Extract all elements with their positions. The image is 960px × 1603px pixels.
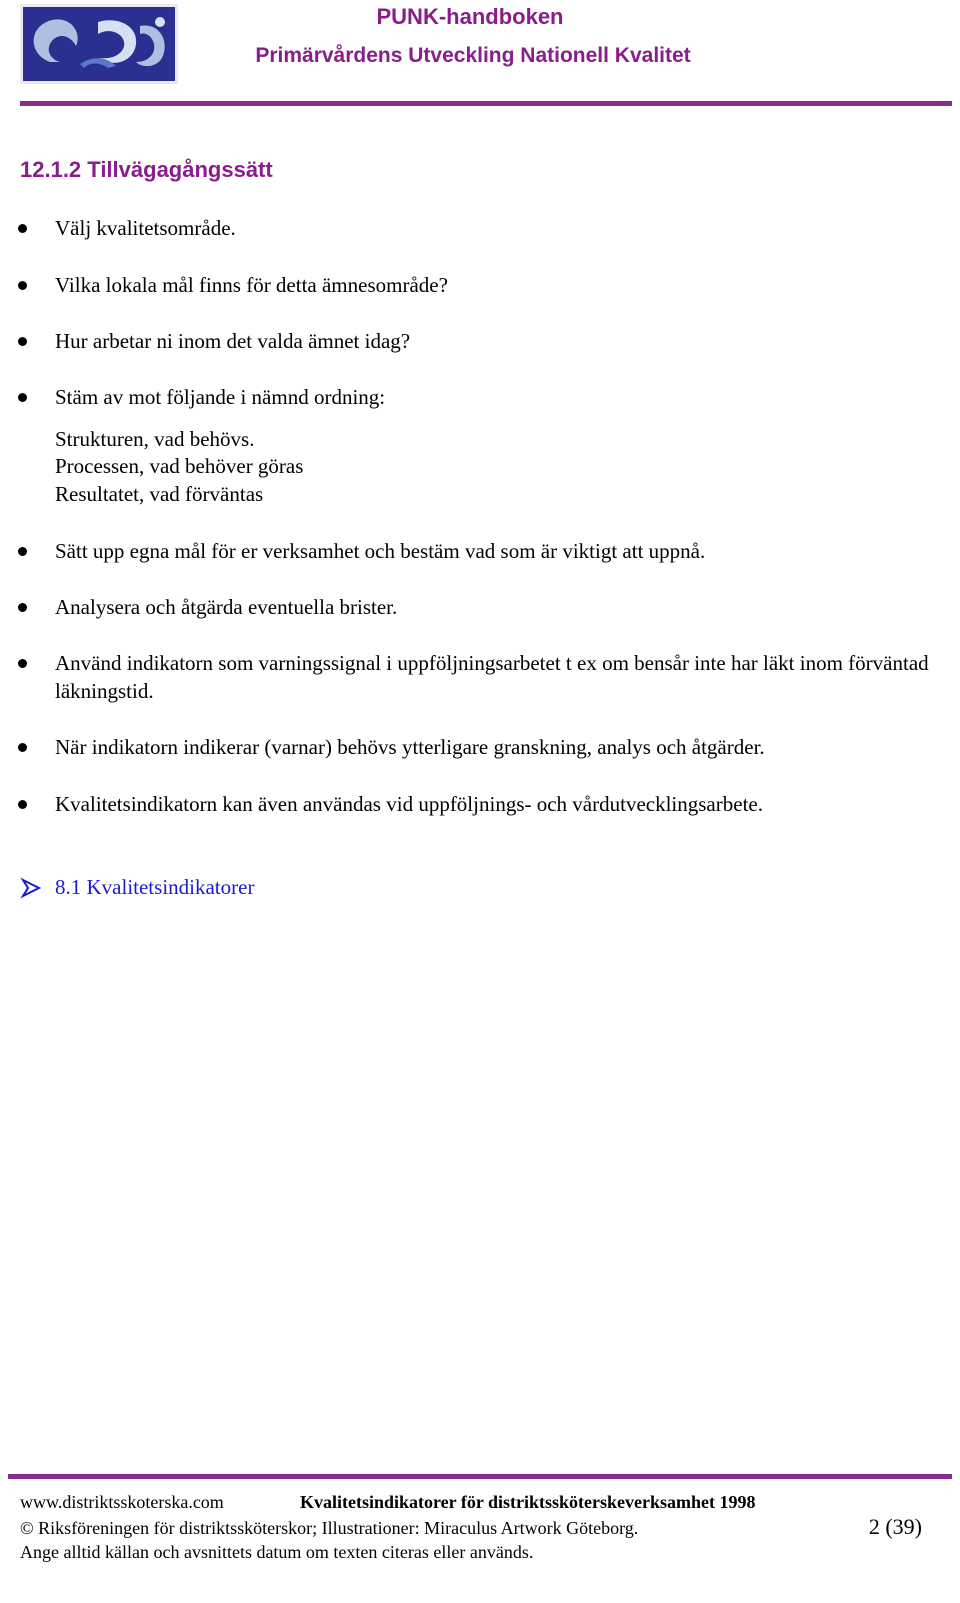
list-item-text: Stäm av mot följande i nämnd ordning: [55, 385, 386, 409]
list-item-text: Sätt upp egna mål för er verksamhet och bestäm vad som är viktigt att uppnå. [55, 539, 706, 563]
section-title: 12.1.2 Tillvägagångssätt [20, 157, 273, 182]
bullet-dot-icon [18, 547, 27, 556]
bullet-dot-icon [18, 659, 27, 668]
bullet-dot-icon [18, 224, 27, 233]
bullet-dot-icon [18, 603, 27, 612]
list-item-text: Välj kvalitetsområde. [55, 216, 236, 240]
footer-document-title: Kvalitetsindikatorer för distriktssköterskeverksamhet 1998 [300, 1492, 756, 1512]
page-number: 2 (39) [868, 1514, 922, 1539]
bullet-dot-icon [18, 281, 27, 290]
bullet-dot-icon [18, 743, 27, 752]
list-item-text: När indikatorn indikerar (varnar) behövs ytterligare granskning, analys och åtgärder. [55, 735, 765, 759]
sub-line-result: Resultatet, vad förväntas [55, 482, 264, 506]
footer-divider [8, 1474, 952, 1479]
header-subtitle: Primärvårdens Utveckling Nationell Kvalitet [255, 44, 691, 67]
list-item-text: Vilka lokala mål finns för detta ämnesområde? [55, 273, 448, 297]
footer-website: www.distriktsskoterska.com [20, 1492, 224, 1512]
list-item-text: Använd indikatorn som varningssignal i uppföljningsarbetet t ex om bensår inte har läkt inom förväntad läkningstid. [55, 651, 929, 703]
link-kvalitetsindikatorer[interactable]: 8.1 Kvalitetsindikatorer [55, 875, 255, 899]
bullet-dot-icon [18, 800, 27, 809]
list-item-text: Kvalitetsindikatorn kan även användas vid uppföljnings- och vårdutvecklingsarbete. [55, 792, 763, 816]
footer-copyright: © Riksföreningen för distriktssköterskor; Illustrationer: Miraculus Artwork Göteborg. [20, 1518, 639, 1538]
bullet-dot-icon [18, 393, 27, 402]
header-title: PUNK-handboken [376, 4, 564, 29]
sub-line-structure: Strukturen, vad behövs. [55, 427, 255, 451]
header-divider [20, 101, 952, 106]
arrow-right-icon [20, 877, 42, 899]
list-item-text: Analysera och åtgärda eventuella brister. [55, 595, 398, 619]
list-item-text: Hur arbetar ni inom det valda ämnet idag? [55, 329, 411, 353]
sub-line-process: Processen, vad behöver göras [55, 454, 304, 478]
punk-logo [20, 4, 178, 84]
bullet-dot-icon [18, 337, 27, 346]
footer-citation-note: Ange alltid källan och avsnittets datum om texten citeras eller används. [20, 1542, 534, 1562]
